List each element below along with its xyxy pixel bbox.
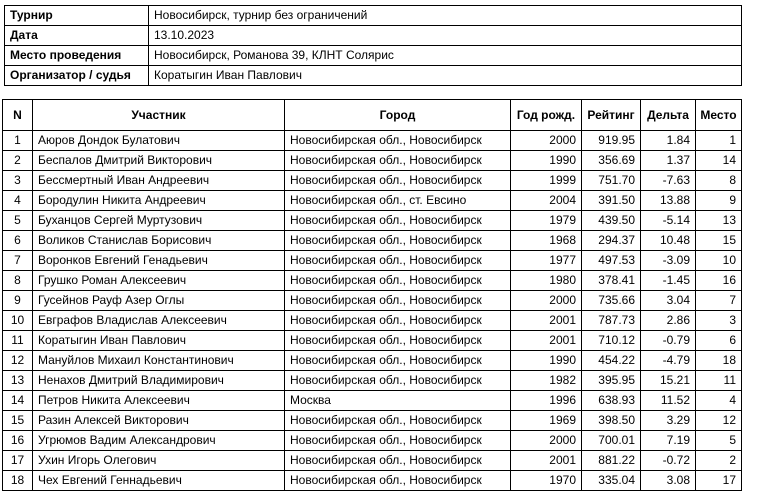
cell-rating: 751.70: [582, 171, 641, 191]
cell-rating: 710.12: [582, 331, 641, 351]
cell-delta: 1.37: [641, 151, 696, 171]
results-table: [2, 99, 742, 491]
cell-city: Новосибирская обл., Новосибирск: [285, 411, 511, 431]
cell-rating: 356.69: [582, 151, 641, 171]
table-row: [3, 411, 742, 431]
cell-participant: Угрюмов Вадим Александрович: [33, 431, 285, 451]
cell-number: 4: [3, 191, 33, 211]
results-header-row: [3, 100, 742, 131]
cell-delta: 10.48: [641, 231, 696, 251]
cell-birth-year: 1990: [511, 351, 582, 371]
cell-rating: 787.73: [582, 311, 641, 331]
cell-rating: 391.50: [582, 191, 641, 211]
cell-rating: 294.37: [582, 231, 641, 251]
cell-delta: 3.04: [641, 291, 696, 311]
cell-delta: 3.29: [641, 411, 696, 431]
cell-city: Новосибирская обл., Новосибирск: [285, 271, 511, 291]
cell-number: 18: [3, 471, 33, 491]
cell-birth-year: 1990: [511, 151, 582, 171]
cell-participant: Бородулин Никита Андреевич: [33, 191, 285, 211]
cell-place: 7: [696, 291, 742, 311]
cell-delta: 2.86: [641, 311, 696, 331]
cell-participant: Ненахов Дмитрий Владимирович: [33, 371, 285, 391]
cell-city: Новосибирская обл., Новосибирск: [285, 251, 511, 271]
venue-label: Место проведения: [5, 46, 149, 66]
cell-birth-year: 2001: [511, 451, 582, 471]
table-row: [3, 171, 742, 191]
cell-city: Новосибирская обл., Новосибирск: [285, 151, 511, 171]
cell-number: 13: [3, 371, 33, 391]
cell-rating: 398.50: [582, 411, 641, 431]
cell-delta: 13.88: [641, 191, 696, 211]
cell-place: 10: [696, 251, 742, 271]
cell-birth-year: 1970: [511, 471, 582, 491]
cell-participant: Гусейнов Рауф Азер Оглы: [33, 291, 285, 311]
info-row-date: [5, 26, 742, 46]
cell-city: Новосибирская обл., Новосибирск: [285, 171, 511, 191]
cell-number: 5: [3, 211, 33, 231]
cell-participant: Воронков Евгений Генадьевич: [33, 251, 285, 271]
tournament-value: Новосибирск, турнир без ограничений: [149, 6, 742, 26]
cell-city: Новосибирская обл., Новосибирск: [285, 131, 511, 151]
cell-place: 14: [696, 151, 742, 171]
cell-city: Новосибирская обл., Новосибирск: [285, 351, 511, 371]
cell-place: 8: [696, 171, 742, 191]
cell-birth-year: 2000: [511, 131, 582, 151]
table-row: [3, 331, 742, 351]
cell-rating: 395.95: [582, 371, 641, 391]
table-row: [3, 191, 742, 211]
cell-rating: 439.50: [582, 211, 641, 231]
cell-number: 9: [3, 291, 33, 311]
cell-participant: Грушко Роман Алексеевич: [33, 271, 285, 291]
cell-delta: -7.63: [641, 171, 696, 191]
cell-birth-year: 2001: [511, 331, 582, 351]
date-label: Дата: [5, 26, 149, 46]
table-row: [3, 211, 742, 231]
cell-delta: -5.14: [641, 211, 696, 231]
cell-birth-year: 2004: [511, 191, 582, 211]
cell-place: 4: [696, 391, 742, 411]
info-row-tournament: [5, 6, 742, 26]
cell-place: 1: [696, 131, 742, 151]
cell-number: 12: [3, 351, 33, 371]
cell-rating: 638.93: [582, 391, 641, 411]
cell-number: 10: [3, 311, 33, 331]
cell-rating: 735.66: [582, 291, 641, 311]
table-row: [3, 231, 742, 251]
cell-place: 2: [696, 451, 742, 471]
header-number: N: [3, 100, 33, 131]
cell-delta: -3.09: [641, 251, 696, 271]
table-row: [3, 391, 742, 411]
info-row-venue: [5, 46, 742, 66]
cell-participant: Ухин Игорь Олегович: [33, 451, 285, 471]
cell-place: 15: [696, 231, 742, 251]
cell-participant: Беспалов Дмитрий Викторович: [33, 151, 285, 171]
cell-city: Новосибирская обл., Новосибирск: [285, 331, 511, 351]
header-delta: Дельта: [641, 100, 696, 131]
cell-number: 1: [3, 131, 33, 151]
table-row: [3, 151, 742, 171]
tournament-label: Турнир: [5, 6, 149, 26]
cell-rating: 700.01: [582, 431, 641, 451]
cell-number: 2: [3, 151, 33, 171]
cell-place: 18: [696, 351, 742, 371]
cell-delta: -1.45: [641, 271, 696, 291]
tournament-info-table: [4, 5, 742, 86]
header-place: Место: [696, 100, 742, 131]
cell-city: Новосибирская обл., Новосибирск: [285, 231, 511, 251]
cell-delta: -4.79: [641, 351, 696, 371]
table-row: [3, 271, 742, 291]
cell-number: 3: [3, 171, 33, 191]
cell-city: Москва: [285, 391, 511, 411]
cell-number: 15: [3, 411, 33, 431]
header-participant: Участник: [33, 100, 285, 131]
cell-place: 16: [696, 271, 742, 291]
cell-birth-year: 2001: [511, 311, 582, 331]
table-row: [3, 471, 742, 491]
cell-number: 7: [3, 251, 33, 271]
cell-birth-year: 1969: [511, 411, 582, 431]
cell-birth-year: 1977: [511, 251, 582, 271]
cell-number: 17: [3, 451, 33, 471]
header-city: Город: [285, 100, 511, 131]
cell-birth-year: 1979: [511, 211, 582, 231]
cell-place: 6: [696, 331, 742, 351]
cell-place: 13: [696, 211, 742, 231]
cell-city: Новосибирская обл., Новосибирск: [285, 211, 511, 231]
cell-city: Новосибирская обл., ст. Евсино: [285, 191, 511, 211]
header-birth-year: Год рожд.: [511, 100, 582, 131]
cell-city: Новосибирская обл., Новосибирск: [285, 291, 511, 311]
cell-city: Новосибирская обл., Новосибирск: [285, 371, 511, 391]
cell-participant: Евграфов Владислав Алексеевич: [33, 311, 285, 331]
cell-participant: Петров Никита Алексеевич: [33, 391, 285, 411]
cell-delta: -0.72: [641, 451, 696, 471]
cell-rating: 881.22: [582, 451, 641, 471]
table-row: [3, 451, 742, 471]
cell-number: 14: [3, 391, 33, 411]
cell-delta: 7.19: [641, 431, 696, 451]
cell-birth-year: 2000: [511, 291, 582, 311]
cell-delta: -0.79: [641, 331, 696, 351]
cell-birth-year: 1996: [511, 391, 582, 411]
cell-rating: 919.95: [582, 131, 641, 151]
cell-rating: 335.04: [582, 471, 641, 491]
cell-birth-year: 1999: [511, 171, 582, 191]
cell-number: 6: [3, 231, 33, 251]
cell-participant: Воликов Станислав Борисович: [33, 231, 285, 251]
table-row: [3, 291, 742, 311]
cell-place: 9: [696, 191, 742, 211]
cell-participant: Коратыгин Иван Павлович: [33, 331, 285, 351]
cell-number: 16: [3, 431, 33, 451]
info-row-organizer: [5, 66, 742, 86]
table-row: [3, 251, 742, 271]
cell-participant: Разин Алексей Викторович: [33, 411, 285, 431]
cell-number: 8: [3, 271, 33, 291]
table-row: [3, 431, 742, 451]
cell-delta: 3.08: [641, 471, 696, 491]
cell-place: 3: [696, 311, 742, 331]
cell-city: Новосибирская обл., Новосибирск: [285, 451, 511, 471]
organizer-value: Коратыгин Иван Павлович: [149, 66, 742, 86]
cell-birth-year: 2000: [511, 431, 582, 451]
table-row: [3, 351, 742, 371]
cell-delta: 11.52: [641, 391, 696, 411]
date-value: 13.10.2023: [149, 26, 742, 46]
cell-city: Новосибирская обл., Новосибирск: [285, 311, 511, 331]
cell-rating: 497.53: [582, 251, 641, 271]
cell-place: 17: [696, 471, 742, 491]
cell-delta: 15.21: [641, 371, 696, 391]
cell-birth-year: 1980: [511, 271, 582, 291]
cell-participant: Чех Евгений Геннадьевич: [33, 471, 285, 491]
cell-participant: Бессмертный Иван Андреевич: [33, 171, 285, 191]
cell-participant: Буханцов Сергей Муртузович: [33, 211, 285, 231]
cell-place: 11: [696, 371, 742, 391]
table-row: [3, 311, 742, 331]
cell-participant: Аюров Дондок Булатович: [33, 131, 285, 151]
cell-participant: Мануйлов Михаил Константинович: [33, 351, 285, 371]
cell-place: 12: [696, 411, 742, 431]
cell-city: Новосибирская обл., Новосибирск: [285, 431, 511, 451]
results-body: [3, 131, 742, 491]
organizer-label: Организатор / судья: [5, 66, 149, 86]
header-rating: Рейтинг: [582, 100, 641, 131]
cell-city: Новосибирская обл., Новосибирск: [285, 471, 511, 491]
cell-place: 5: [696, 431, 742, 451]
cell-delta: 1.84: [641, 131, 696, 151]
cell-rating: 378.41: [582, 271, 641, 291]
venue-value: Новосибирск, Романова 39, КЛНТ Солярис: [149, 46, 742, 66]
table-row: [3, 371, 742, 391]
cell-birth-year: 1982: [511, 371, 582, 391]
cell-number: 11: [3, 331, 33, 351]
cell-rating: 454.22: [582, 351, 641, 371]
table-row: [3, 131, 742, 151]
cell-birth-year: 1968: [511, 231, 582, 251]
